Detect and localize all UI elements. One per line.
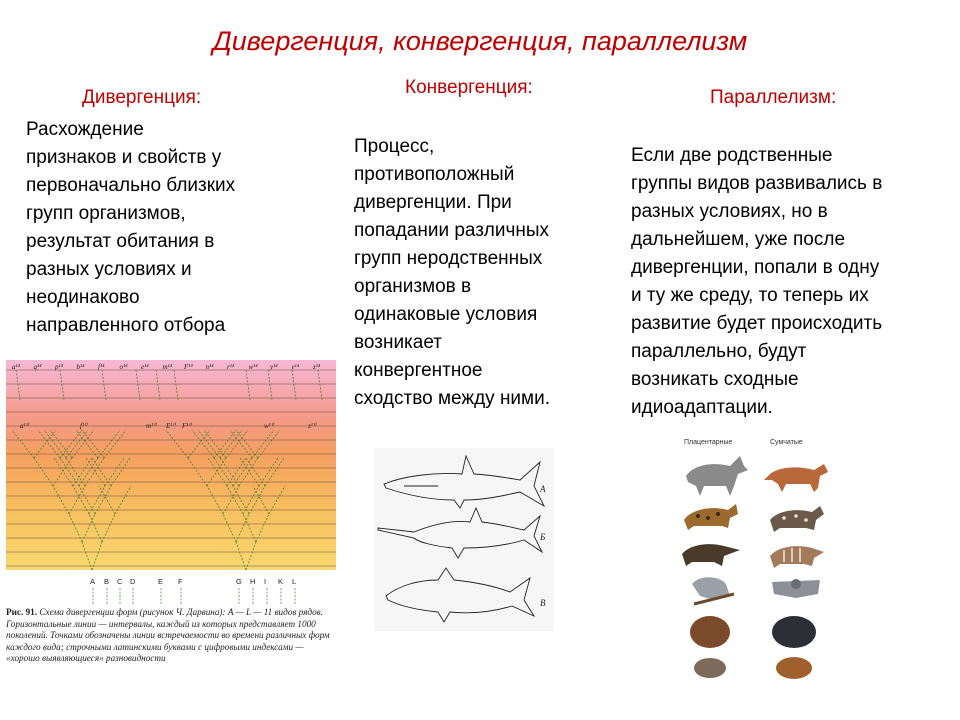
- parallelism-line: возникать сходные: [631, 369, 799, 390]
- convergence-line: одинаковые условия: [354, 304, 538, 325]
- marsupial-header: Сумчатые: [770, 439, 803, 446]
- marsupial-mouse-image: [776, 657, 812, 679]
- species-letter: B: [104, 577, 110, 586]
- top-variety-label: z¹⁴: [313, 363, 321, 371]
- divergence-line: Расхождение: [26, 119, 144, 140]
- convergence-line: дивергенции. При: [354, 192, 512, 213]
- parallelism-heading: Параллелизм:: [710, 87, 837, 108]
- top-variety-label: n¹⁴: [205, 363, 214, 371]
- mid-variety-label: F¹⁰: [182, 422, 192, 430]
- divergence-line: первоначально близких: [26, 175, 236, 196]
- mid-variety-label: m¹⁰: [146, 422, 156, 430]
- caption-number: Рис. 91.: [6, 607, 38, 617]
- groundhog-image: [690, 616, 730, 648]
- top-variety-label: e¹⁴: [141, 363, 149, 371]
- top-variety-label: m¹⁴: [162, 363, 173, 371]
- divergence-line: направленного отбора: [26, 315, 226, 336]
- top-variety-label: b¹⁴: [76, 363, 85, 371]
- mouse-image: [694, 658, 726, 678]
- species-letter: C: [117, 577, 123, 586]
- species-letter: G: [236, 577, 242, 586]
- divergence-line: групп организмов,: [26, 203, 186, 224]
- top-variety-label: v¹⁴: [291, 363, 300, 371]
- mid-variety-label: E¹⁰: [166, 422, 176, 430]
- parallelism-line: параллельно, будут: [631, 341, 807, 362]
- page-title: Дивергенция, конвергенция, параллелизм: [212, 26, 748, 56]
- shark-label: А: [540, 484, 546, 494]
- species-letter: A: [90, 577, 96, 586]
- parallelism-line: разных условиях, но в: [631, 201, 828, 222]
- convergence-animals-drawing: [374, 448, 554, 631]
- species-letter: L: [292, 577, 297, 586]
- placental-marsupial-figure: [674, 434, 844, 690]
- parallelism-line: идиоадаптации.: [631, 397, 773, 418]
- mid-variety-label: f¹⁰: [80, 422, 87, 430]
- top-variety-label: q¹⁴: [33, 363, 42, 371]
- darwin-divergence-diagram: [6, 360, 336, 606]
- divergence-line: разных условиях и: [26, 259, 192, 280]
- convergence-line: возникает: [354, 332, 442, 353]
- top-variety-label: f¹⁴: [98, 363, 105, 371]
- top-variety-label: p¹⁴: [55, 363, 64, 371]
- convergence-text: [354, 133, 550, 413]
- divergence-line: неодинаково: [26, 287, 140, 308]
- top-variety-label: y¹⁴: [270, 363, 278, 371]
- top-variety-label: r¹⁴: [227, 363, 235, 371]
- species-letter: K: [278, 577, 284, 586]
- parallelism-line: дальнейшем, уже после: [631, 229, 846, 250]
- convergence-line: конвергентное: [354, 360, 483, 381]
- parallelism-text: [631, 142, 882, 422]
- convergence-heading: Конвергенция:: [405, 77, 533, 98]
- caption-text: Схема дивергенции форм (рисунок Ч. Дарвина): A — L — 11 видов рядов. Горизонтальные линии — интервалы, каждый из которых представляет 1000 поколений. Точками обозначены линии встречаемости во времени различных форм каждого вида; строчными латинскими буквами с цифровыми индексами — «хорошо выявляющиеся» разновидности: [6, 607, 330, 663]
- parallelism-line: дивергенции, попали в одну: [631, 257, 880, 278]
- top-variety-label: F¹⁴: [184, 363, 193, 371]
- convergence-line: противоположный: [354, 164, 515, 185]
- mid-variety-label: a¹⁰: [20, 422, 29, 430]
- species-letter: F: [178, 577, 183, 586]
- convergence-line: групп неродственных: [354, 248, 543, 269]
- convergence-line: Процесс,: [354, 136, 435, 157]
- species-letter: H: [250, 577, 256, 586]
- top-variety-label: a¹⁴: [12, 363, 21, 371]
- top-variety-label: w¹⁴: [248, 363, 258, 371]
- parallelism-line: и ту же среду, то теперь их: [631, 285, 869, 306]
- placental-header: Плацентарные: [684, 439, 733, 446]
- convergence-line: сходство между ними.: [354, 388, 551, 409]
- top-variety-label: o¹⁴: [119, 363, 128, 371]
- mid-variety-label: w¹⁰: [264, 422, 274, 430]
- darwin-figure-caption: [6, 607, 332, 665]
- species-letter: E: [158, 577, 164, 586]
- divergence-heading: Дивергенция:: [82, 87, 202, 108]
- mid-variety-label: z¹⁰: [308, 422, 316, 430]
- wombat-image: [772, 616, 816, 648]
- convergence-line: попадании различных: [354, 220, 550, 241]
- species-letter: I: [264, 577, 267, 586]
- species-letter: D: [130, 577, 136, 586]
- parallelism-line: группы видов развивались в: [631, 173, 883, 194]
- divergence-line: результат обитания в: [26, 231, 215, 252]
- divergence-text: [26, 116, 235, 340]
- divergence-line: признаков и свойств у: [26, 147, 222, 168]
- parallelism-line: развитие будет происходить: [631, 313, 883, 334]
- convergence-line: организмов в: [354, 276, 472, 297]
- dolphin-label: В: [540, 598, 546, 608]
- ichthyosaur-label: Б: [540, 532, 546, 542]
- parallelism-line: Если две родственные: [631, 145, 833, 166]
